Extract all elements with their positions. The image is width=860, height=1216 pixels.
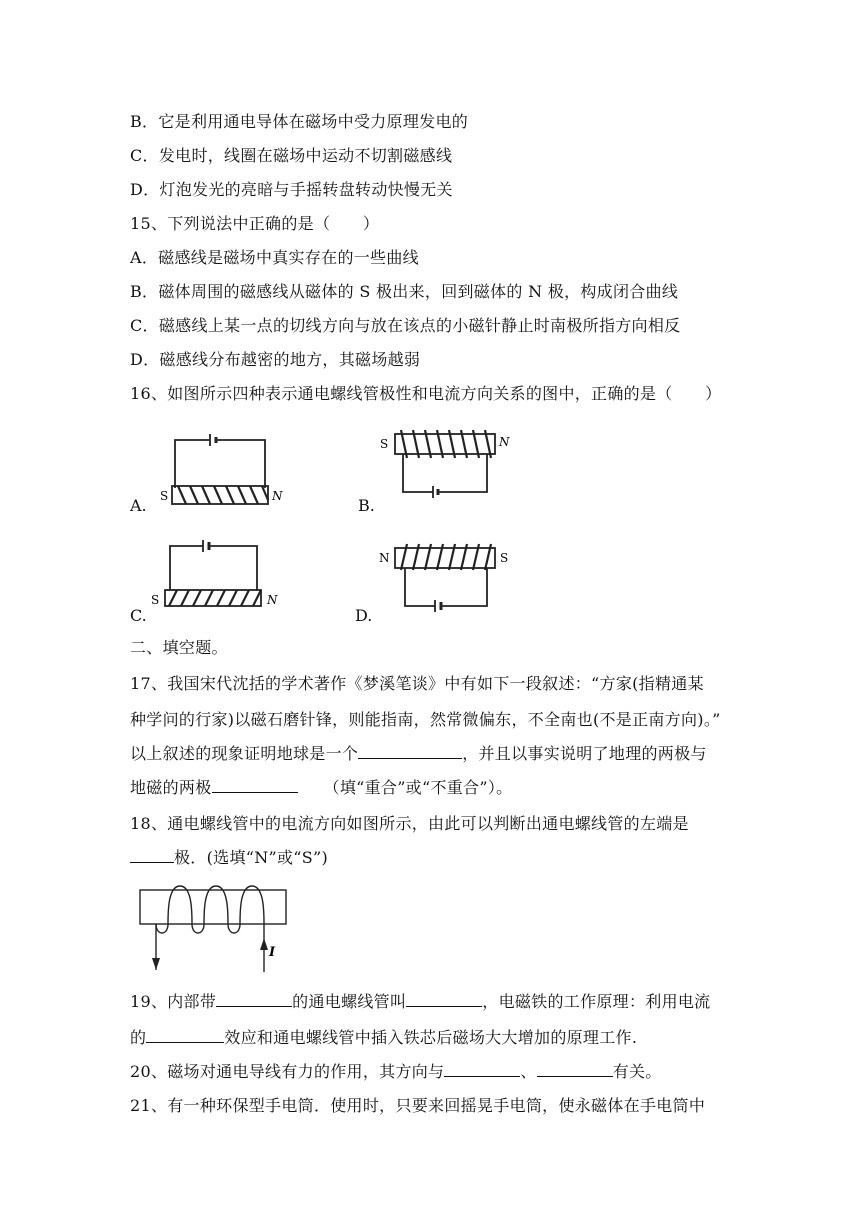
q16-b-right-pole: N bbox=[499, 435, 510, 449]
section-title-fill-blank: 二、填空题。 bbox=[130, 638, 228, 657]
q14-option-d: D．灯泡发光的亮暗与手摇转盘转动快慢无关 bbox=[130, 180, 453, 199]
q16-d-right-pole: S bbox=[500, 551, 509, 565]
q16-b-left-pole: S bbox=[380, 437, 389, 451]
q20-line: 20、磁场对通电导线有力的作用，其方向与 、 有关。 bbox=[130, 1062, 662, 1081]
q17-line-3: 以上叙述的现象证明地球是一个 ，并且以事实说明了地理的两极与 bbox=[130, 744, 707, 763]
q17-line-4: 地磁的两极 （填“重合”或“不重合”）。 bbox=[130, 778, 513, 797]
q16-c-left-pole: S bbox=[151, 593, 160, 607]
q18-blank[interactable] bbox=[130, 846, 174, 863]
q15-option-c: C．磁感线上某一点的切线方向与放在该点的小磁针静止时南极所指方向相反 bbox=[130, 316, 681, 335]
q16-d-left-pole: N bbox=[379, 551, 390, 565]
q17-line-2: 种学问的行家)以磁石磨针锋，则能指南，然常微偏东，不全南也(不是正南方向)。” bbox=[130, 710, 721, 729]
q18-current-label: I bbox=[269, 945, 276, 960]
q18-line-2: 极．(选填“N”或“S”) bbox=[130, 846, 328, 870]
q14-option-b: B．它是利用通电导体在磁场中受力原理发电的 bbox=[130, 112, 469, 131]
q15-stem: 15、下列说法中正确的是（ ） bbox=[130, 214, 380, 233]
q17-line-1: 17、我国宋代沈括的学术著作《梦溪笔谈》中有如下一段叙述：“方家(指精通某 bbox=[130, 674, 704, 693]
q16-stem: 16、如图所示四种表示通电螺线管极性和电流方向关系的图中，正确的是（ ） bbox=[130, 384, 722, 403]
q15-option-b: B．磁体周围的磁感线从磁体的 S 极出来，回到磁体的 N 极，构成闭合曲线 bbox=[130, 282, 679, 301]
q18-figure-solenoid bbox=[138, 884, 298, 976]
q17-blank-2[interactable] bbox=[212, 776, 298, 793]
q16-figure-a bbox=[150, 432, 290, 514]
q16-figure-d bbox=[375, 540, 525, 616]
q20-blank-2[interactable] bbox=[537, 1060, 613, 1077]
q21-line-1: 21、有一种环保型手电筒．使用时，只要来回摇晃手电筒，使永磁体在手电筒中 bbox=[130, 1096, 706, 1115]
q16-a-right-pole: N bbox=[272, 489, 283, 503]
q19-blank-3[interactable] bbox=[146, 1026, 224, 1043]
q18-line-1: 18、通电螺线管中的电流方向如图所示，由此可以判断出通电螺线管的左端是 bbox=[130, 814, 689, 833]
q16-option-d-label: D. bbox=[355, 606, 373, 625]
q20-blank-1[interactable] bbox=[444, 1060, 520, 1077]
q16-option-a-label: A. bbox=[130, 496, 147, 515]
q15-option-a: A．磁感线是磁场中真实存在的一些曲线 bbox=[130, 248, 419, 267]
q16-a-left-pole: S bbox=[160, 489, 169, 503]
q16-option-b-label: B. bbox=[358, 496, 375, 515]
q19-blank-2[interactable] bbox=[406, 990, 482, 1007]
q15-option-d: D．磁感线分布越密的地方，其磁场越弱 bbox=[130, 350, 421, 369]
q19-line-1: 19、内部带 的通电螺线管叫 ，电磁铁的工作原理：利用电流 bbox=[130, 992, 711, 1011]
q16-figure-b bbox=[375, 428, 525, 502]
q16-c-right-pole: N bbox=[267, 593, 278, 607]
q17-blank-1[interactable] bbox=[358, 742, 462, 759]
q16-figure-c bbox=[145, 538, 285, 614]
q14-option-c: C．发电时，线圈在磁场中运动不切割磁感线 bbox=[130, 146, 453, 165]
q16-option-c-label: C. bbox=[130, 606, 147, 625]
q19-line-2: 的 效应和通电螺线管中插入铁芯后磁场大大增加的原理工作. bbox=[130, 1028, 638, 1047]
q19-blank-1[interactable] bbox=[216, 990, 292, 1007]
